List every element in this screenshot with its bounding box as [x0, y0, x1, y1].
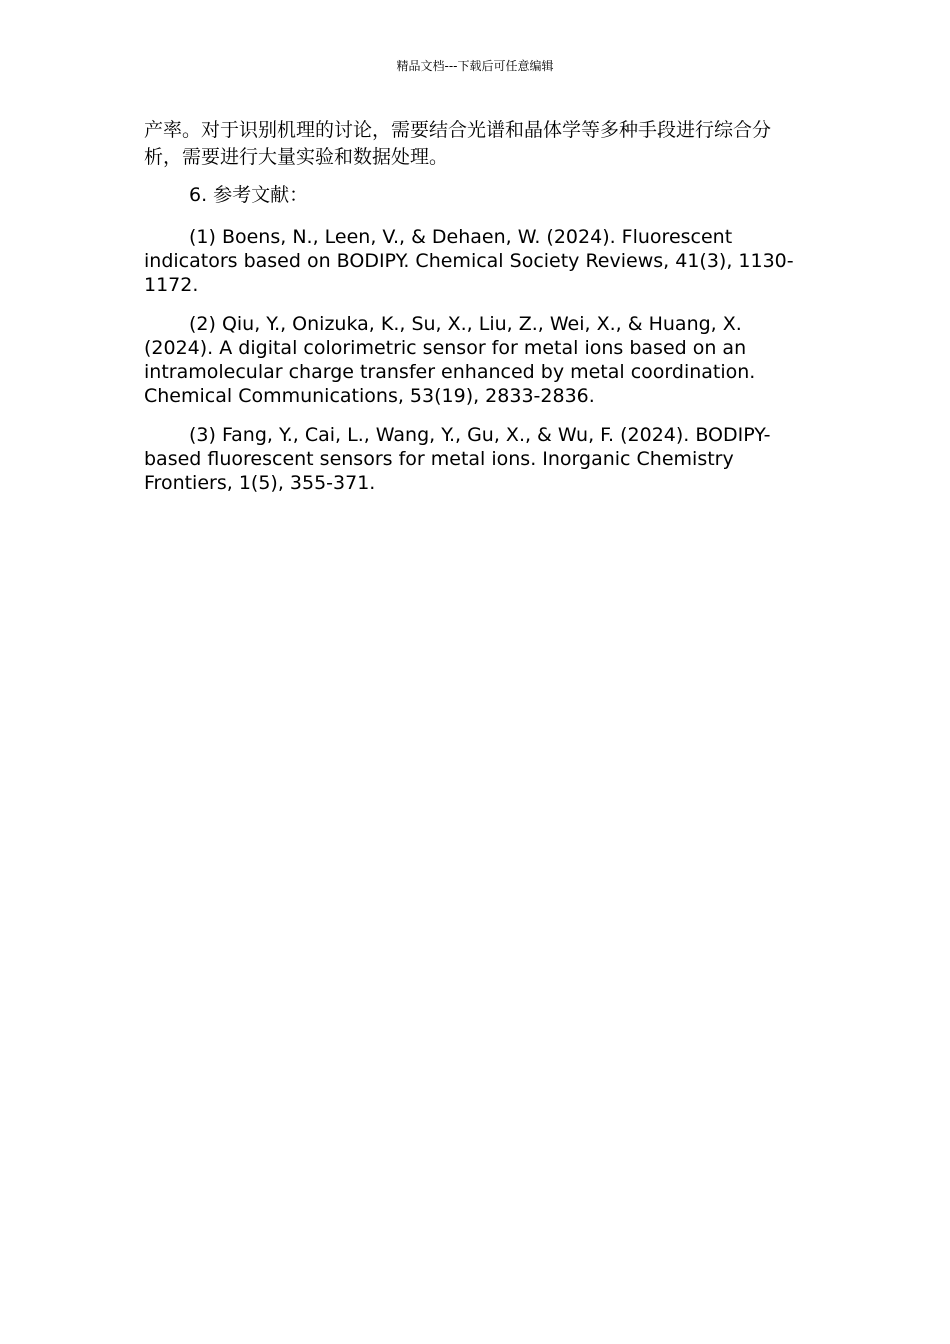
document-body	[144, 117, 808, 510]
reference-item-1: (1) Boens, N., Leen, V., & Dehaen, W. (2024). Fluorescent indicators based on BODIPY. Chemical Society Reviews, 41(3), 1130-1172.	[144, 226, 794, 296]
page-header: 精品文档---下载后可任意编辑	[396, 59, 554, 73]
body-paragraph: 产率。对于识别机理的讨论，需要结合光谱和晶体学等多种手段进行综合分析，需要进行大量实验和数据处理。	[144, 119, 772, 168]
reference-item-3: (3) Fang, Y., Cai, L., Wang, Y., Gu, X., & Wu, F. (2024). BODIPY-based fluorescent sensors for metal ions. Inorganic Chemistry Frontiers, 1(5), 355-371.	[144, 424, 771, 494]
section-heading-references: 6. 参考文献：	[189, 184, 309, 206]
reference-list	[144, 225, 808, 495]
reference-item-2: (2) Qiu, Y., Onizuka, K., Su, X., Liu, Z., Wei, X., & Huang, X. (2024). A digital colorimetric sensor for metal ions based on an intramolecular charge transfer enhanced by metal coordination. Chemical Communications, 53(19), 2833-2836.	[144, 313, 756, 407]
